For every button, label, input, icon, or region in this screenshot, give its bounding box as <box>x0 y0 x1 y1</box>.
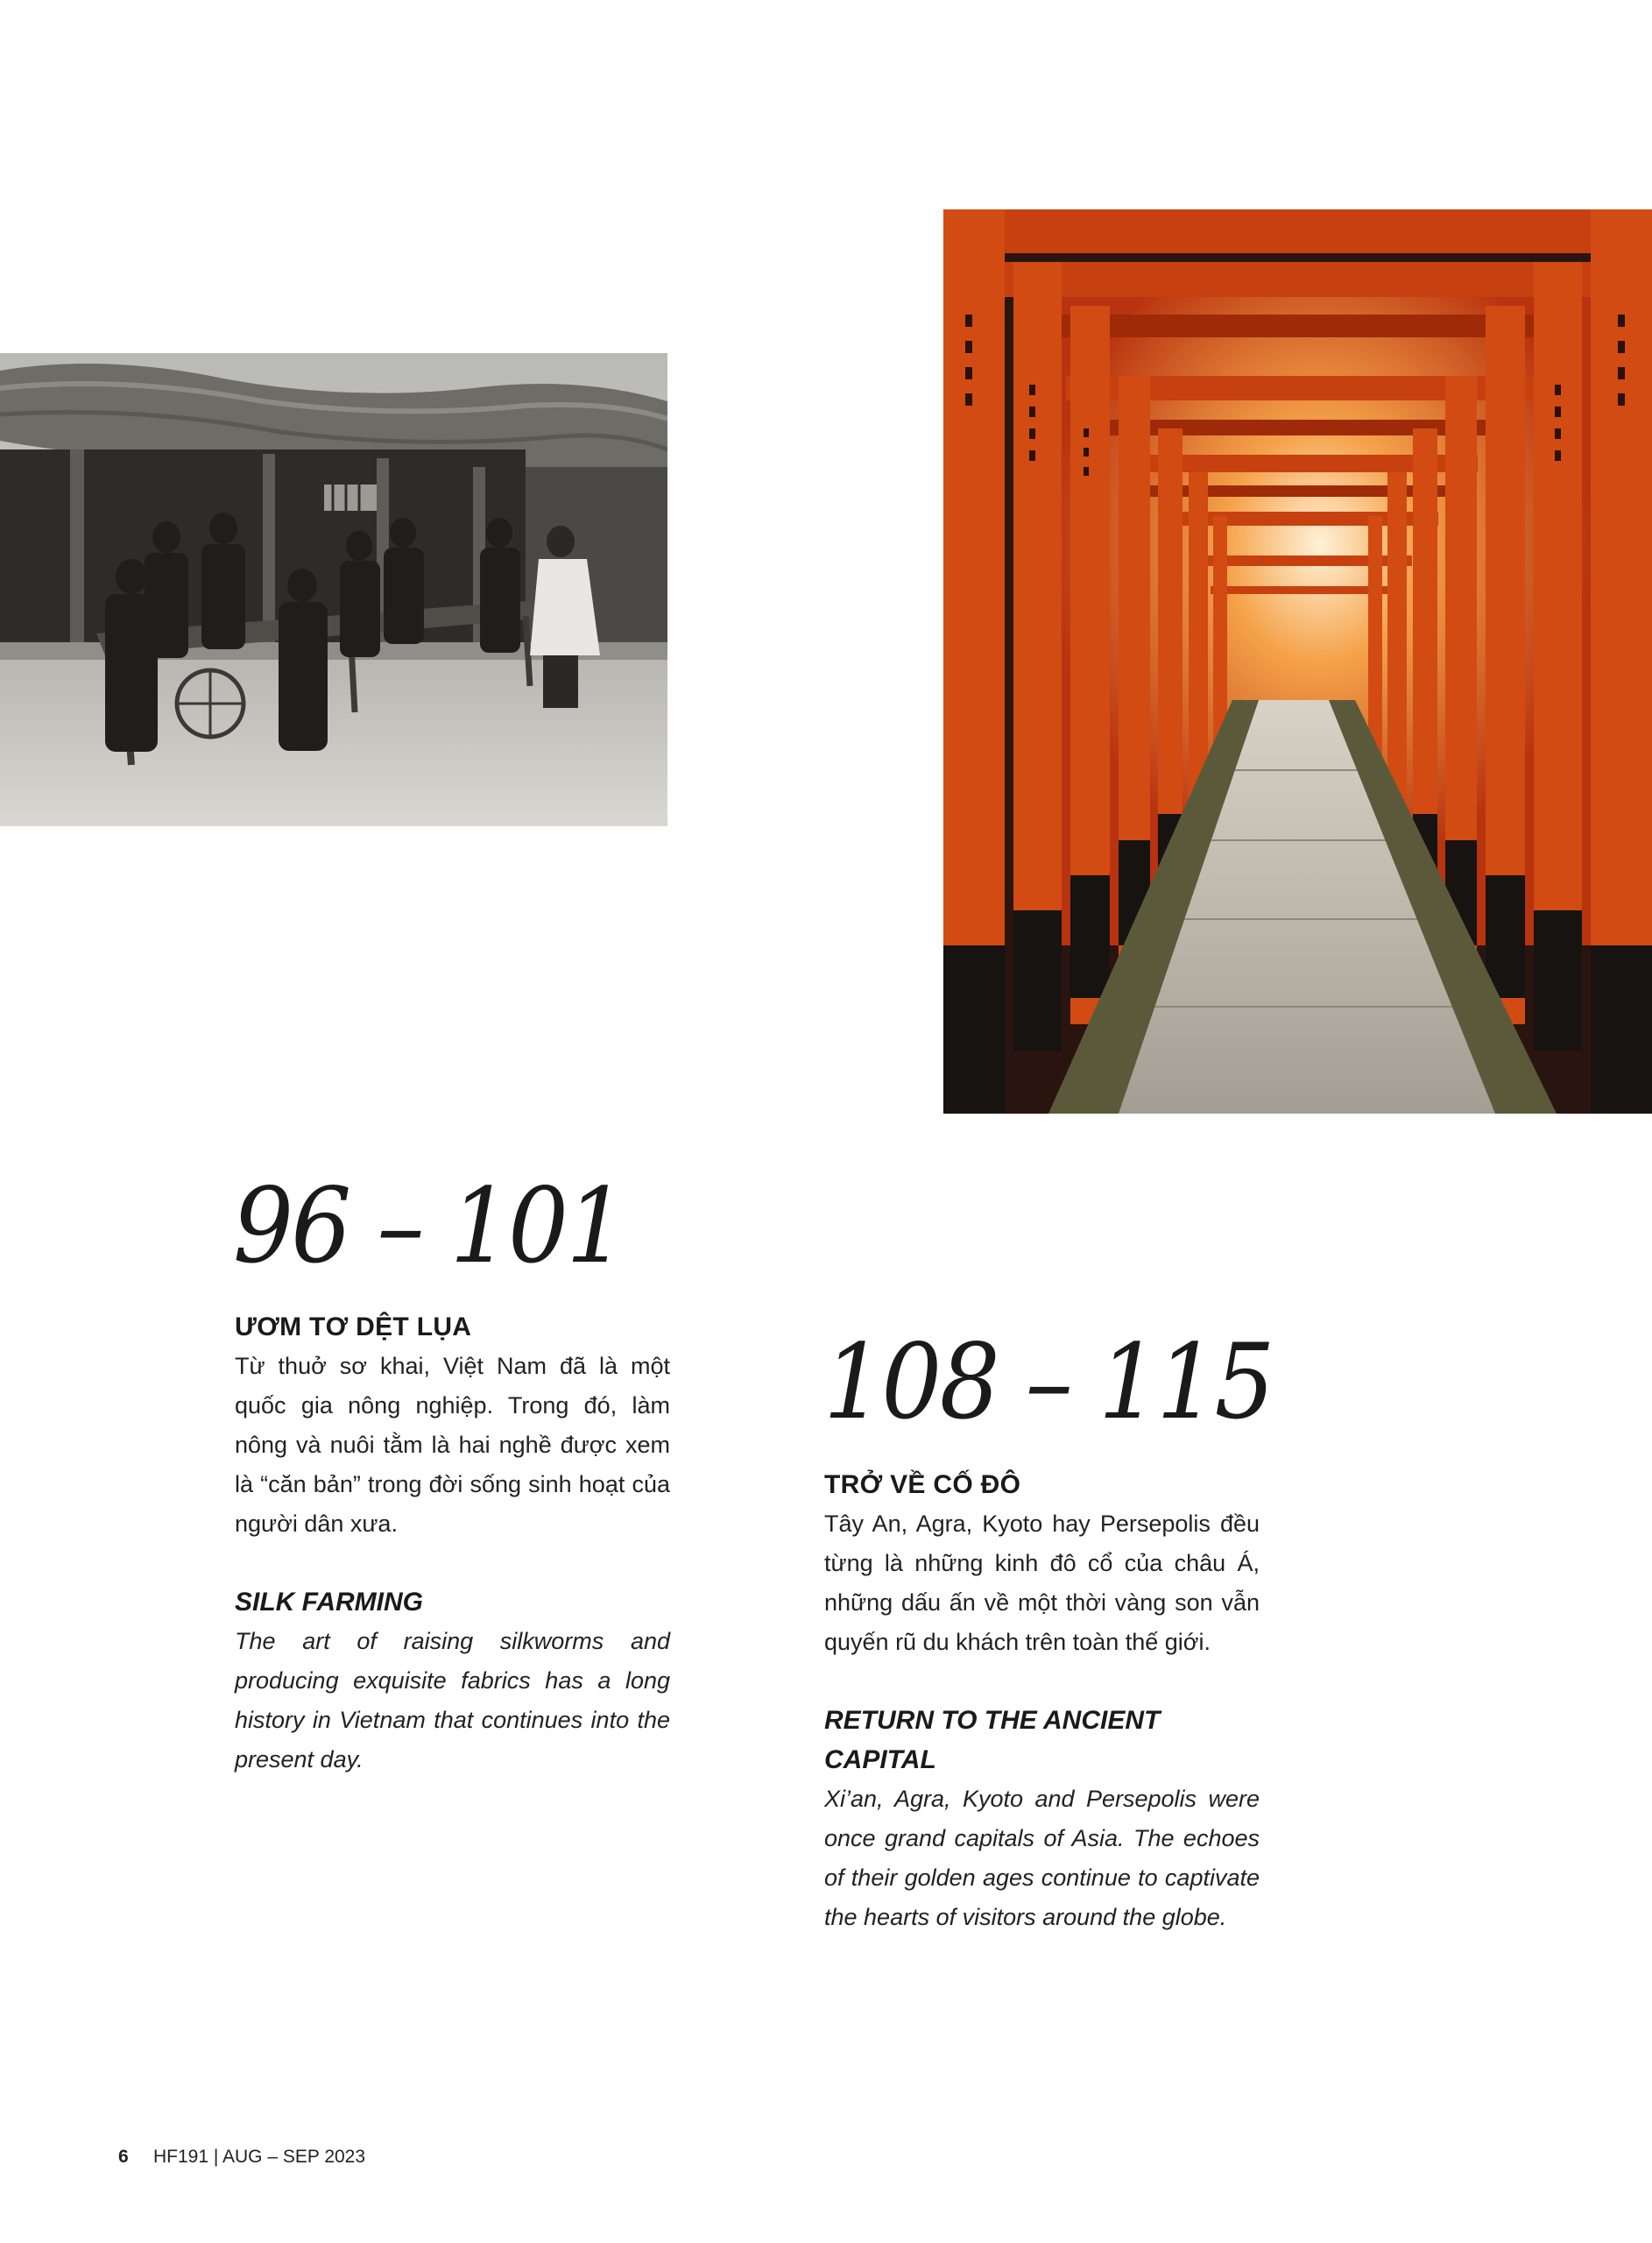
torii-gates-photo <box>943 209 1652 1114</box>
capital-vn-title: TRỞ VỀ CỐ ĐÔ <box>824 1470 1021 1499</box>
page-range-silk: 96 – 101 <box>233 1165 625 1286</box>
issue-info: HF191 | AUG – SEP 2023 <box>153 2147 366 2167</box>
capital-en-title: RETURN TO THE ANCIENT CAPITAL <box>824 1706 1161 1774</box>
page-footer <box>118 2147 365 2168</box>
silk-feature <box>235 1307 670 1780</box>
capital-en-body: Xi’an, Agra, Kyoto and Persepolis were once grand capitals of Asia. The echoes of their golden ages continue to captivate the hearts of visitors around the globe. <box>824 1786 1260 1930</box>
silk-vn-title: ƯƠM TƠ DỆT LỤA <box>235 1313 472 1341</box>
capital-feature <box>824 1465 1260 1937</box>
silk-en-body: The art of raising silkworms and producing exquisite fabrics has a long history in Vietnam that continues into the present day. <box>235 1628 670 1772</box>
silk-en-title: SILK FARMING <box>235 1588 423 1617</box>
page-range-capital: 108 – 115 <box>823 1321 1273 1442</box>
silk-workshop-photo <box>0 353 667 826</box>
page-number: 6 <box>118 2147 129 2167</box>
capital-vn-body: Tây An, Agra, Kyoto hay Persepolis đều từng là những kinh đô cổ của châu Á, những dấu ấn về một thời vàng son vẫn quyến rũ du khách trên toàn thế giới. <box>824 1511 1260 1655</box>
silk-vn-body: Từ thuở sơ khai, Việt Nam đã là một quốc gia nông nghiệp. Trong đó, làm nông và nuôi tằm là hai nghề được xem là “căn bản” trong đời sống sinh hoạt của người dân xưa. <box>235 1353 670 1537</box>
